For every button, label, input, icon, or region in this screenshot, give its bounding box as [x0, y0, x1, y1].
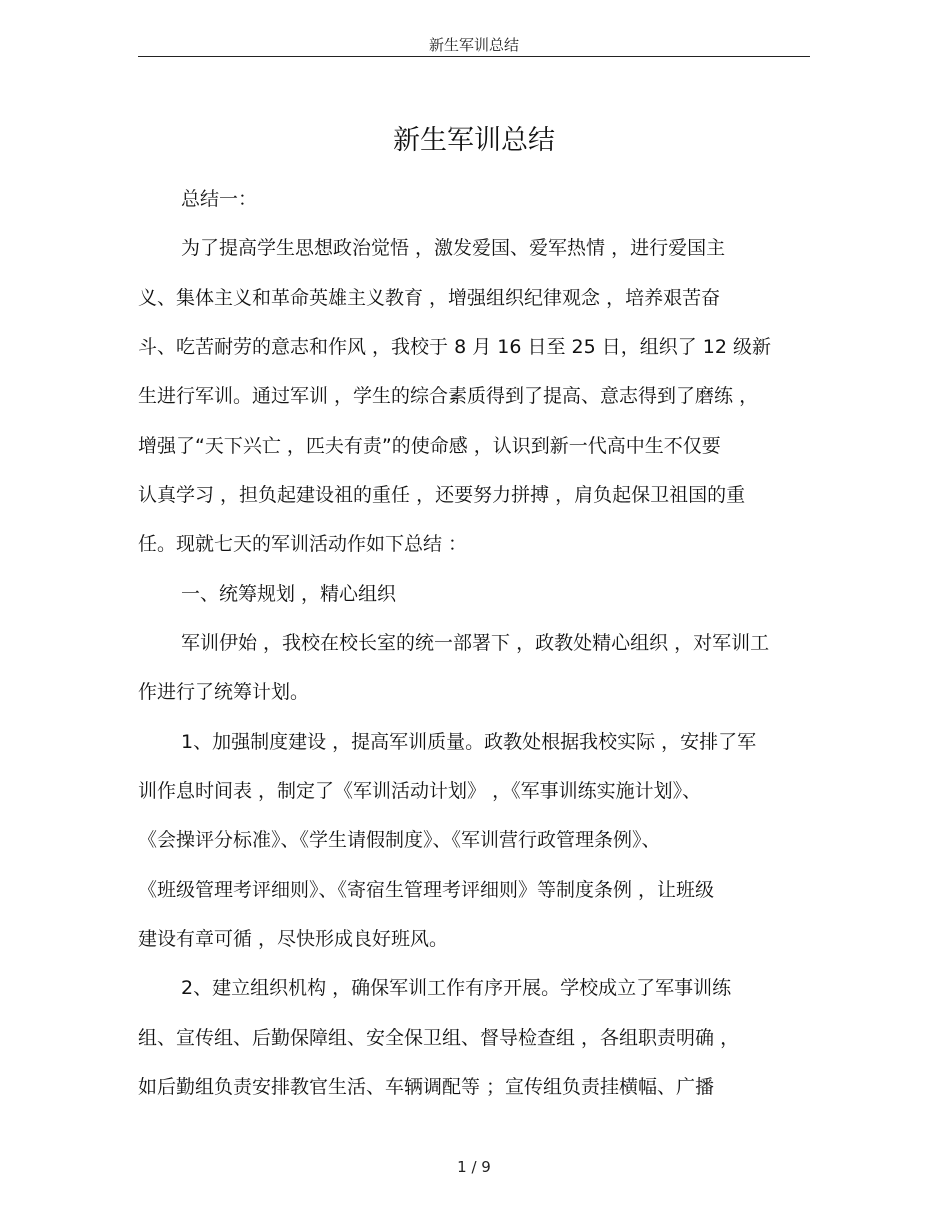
paragraph-line: 作进行了统筹计划。	[138, 681, 310, 703]
paragraph-line: 任。现就七天的军训活动作如下总结 ：	[138, 533, 468, 555]
section-label: 总结一：	[181, 188, 258, 210]
section-heading: 一、统筹规划 ，精心组织	[181, 583, 397, 605]
paragraph-line: 为了提高学生思想政治觉悟 ，激发爱国、爱军热情 ，进行爱国主	[181, 237, 726, 259]
paragraph-line: 《会操评分标准》、《学生请假制度》、《军训营行政管理条例》、	[138, 829, 661, 851]
paragraph-line: 2、建立组织机构 ，确保军训工作有序开展。学校成立了军事训练	[181, 977, 732, 999]
paragraph-line: 1、加强制度建设 ，提高军训质量。政教处根据我校实际 ，安排了军	[181, 731, 757, 753]
paragraph-line: 生进行军训。通过军训 ，学生的综合素质得到了提高、意志得到了磨练 ，	[138, 385, 759, 407]
document-title: 新生军训总结	[393, 125, 555, 156]
paragraph-line: 斗、吃苦耐劳的意志和作风 ，我校于 8 月 16 日至 25 日，组织了 12 级新	[138, 336, 771, 358]
paragraph-line: 《班级管理考评细则》、《寄宿生管理考评细则》等制度条例 ，让班级	[138, 879, 715, 901]
paragraph-line: 组、宣传组、后勤保障组、安全保卫组、督导检查组 ，各组职责明确 ，	[138, 1027, 740, 1049]
paragraph-line: 训作息时间表 ，制定了《军训活动计划》 ，《军事训练实施计划》、	[138, 780, 702, 802]
paragraph-line: 建设有章可循 ，尽快形成良好班风。	[138, 928, 449, 950]
paragraph-line: 军训伊始 ，我校在校长室的统一部署下 ，政教处精心组织 ，对军训工	[181, 632, 770, 654]
page-number: 1 / 9	[457, 1158, 491, 1176]
running-header: 新生军训总结	[428, 36, 519, 54]
paragraph-line: 义、集体主义和革命英雄主义教育 ，增强组织纪律观念 ，培养艰苦奋	[138, 287, 721, 309]
header-rule	[138, 56, 810, 57]
paragraph-line: 如后勤组负责安排教官生活、车辆调配等 ；宣传组负责挂横幅、广播	[138, 1076, 715, 1098]
paragraph-line: 认真学习 ，担负起建设祖的重任 ，还要努力拼搏 ，肩负起保卫祖国的重	[138, 484, 746, 506]
paragraph-line: 增强了“天下兴亡 ，匹夫有责”的使命感 ，认识到新一代高中生不仅要	[138, 435, 721, 457]
